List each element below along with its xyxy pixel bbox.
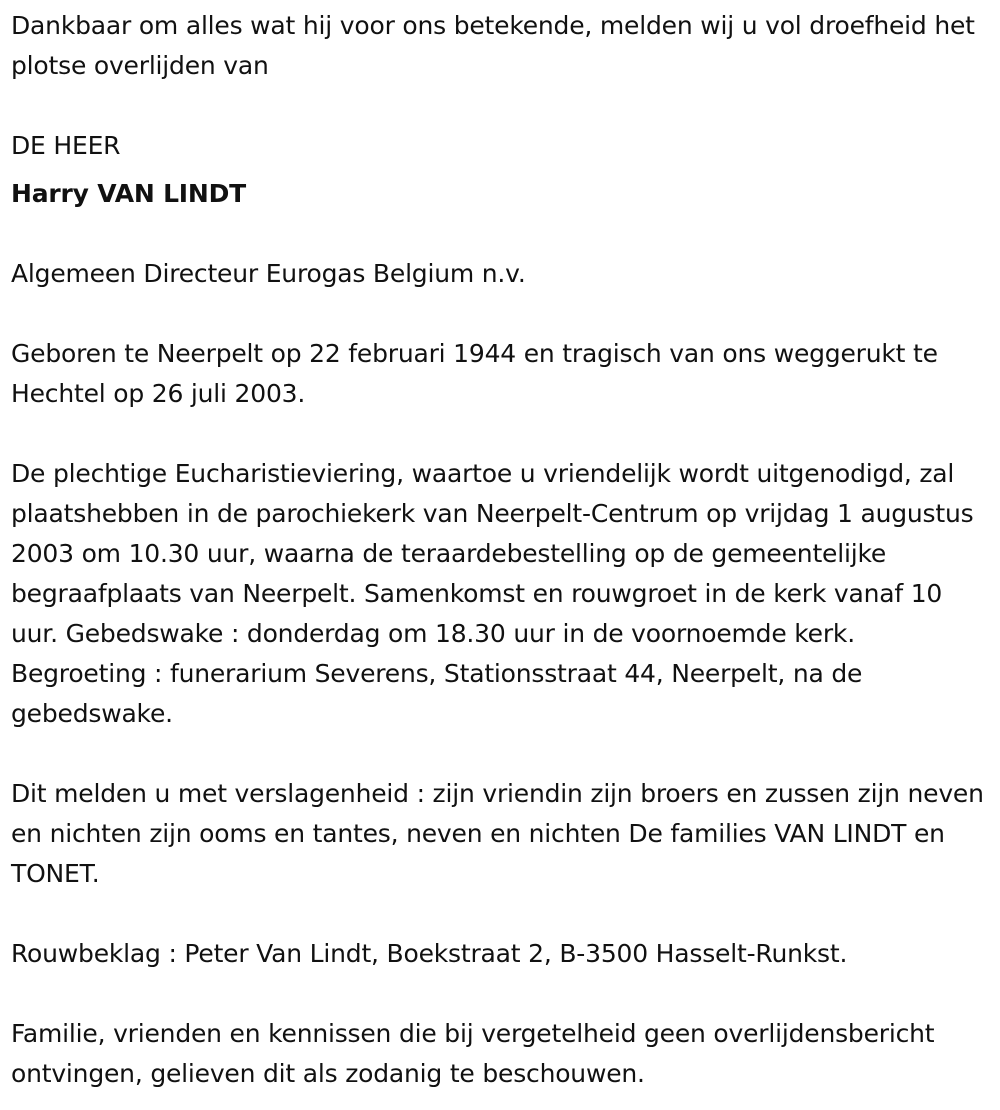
birth-death-paragraph: Geboren te Neerpelt op 22 februari 1944 en tragisch van ons weggerukt te Hechtel op 26 juli 2003.: [11, 339, 938, 408]
deceased-name: Harry VAN LINDT: [11, 179, 247, 208]
intro-paragraph: Dankbaar om alles wat hij voor ons betekende, melden wij u vol droefheid het plotse overlijden van: [11, 11, 975, 80]
title-prefix: DE HEER: [11, 131, 121, 160]
closing-paragraph: Familie, vrienden en kennissen die bij vergetelheid geen overlijdensbericht ontvingen, gelieven dit als zodanig te beschouwen.: [11, 1019, 935, 1088]
mourners-paragraph: Dit melden u met verslagenheid : zijn vriendin zijn broers en zussen zijn neven en nichten zijn ooms en tantes, neven en nichten De families VAN LINDT en TONET.: [11, 779, 984, 888]
ceremony-paragraph: De plechtige Eucharistieviering, waartoe u vriendelijk wordt uitgenodigd, zal plaatshebben in de parochiekerk van Neerpelt-Centrum op vrijdag 1 augustus 2003 om 10.30 uur, waarna de teraardebestelling op de gemeentelijke begraafplaats van Neerpelt. Samenkomst en rouwgroet in de kerk vanaf 10 uur. Gebedswake : donderdag om 18.30 uur in de voornoemde kerk. Begroeting : funerarium Severens, Stationsstraat 44, Neerpelt, na de gebedswake.: [11, 459, 974, 728]
position-paragraph: Algemeen Directeur Eurogas Belgium n.v.: [11, 259, 526, 288]
condolence-address: Rouwbeklag : Peter Van Lindt, Boekstraat 2, B-3500 Hasselt-Runkst.: [11, 939, 848, 968]
death-notice: [11, 6, 996, 1094]
